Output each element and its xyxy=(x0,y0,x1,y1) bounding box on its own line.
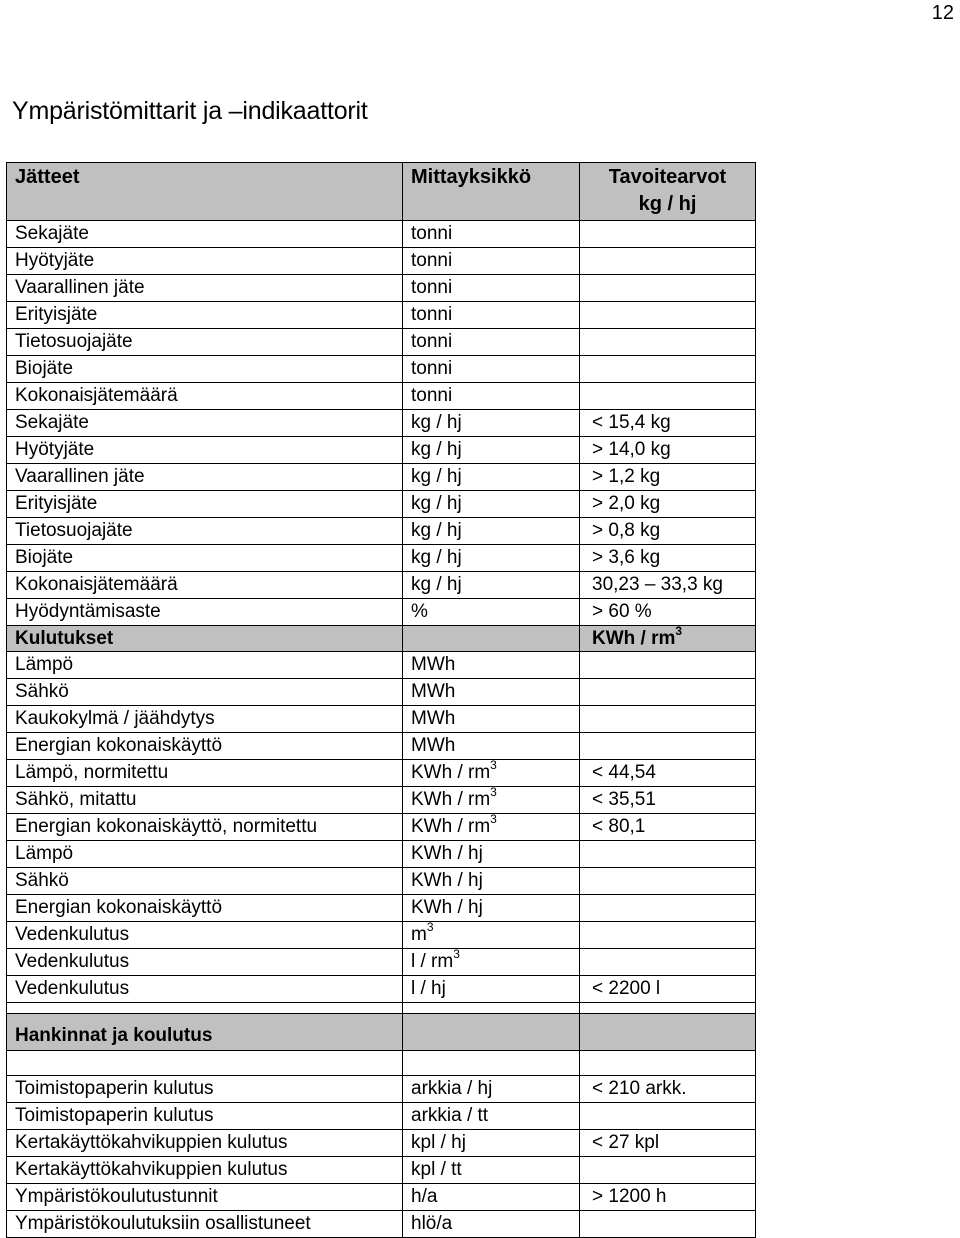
indicator-target: > 1200 h xyxy=(580,1184,756,1211)
indicator-unit: tonni xyxy=(403,356,580,383)
indicator-unit: kg / hj xyxy=(403,572,580,599)
indicator-target: < 210 arkk. xyxy=(580,1076,756,1103)
section-label: Kulutukset xyxy=(7,626,403,652)
table-header-row xyxy=(7,163,756,221)
indicator-name: Tietosuojajäte xyxy=(7,518,403,545)
indicator-target: < 2200 l xyxy=(580,976,756,1003)
indicator-target: > 3,6 kg xyxy=(580,545,756,572)
indicator-target: > 60 % xyxy=(580,599,756,626)
indicator-name: Hyötyjäte xyxy=(7,437,403,464)
table-row xyxy=(7,1211,756,1238)
indicator-unit: arkkia / hj xyxy=(403,1076,580,1103)
indicator-target xyxy=(580,302,756,329)
indicator-target: < 35,51 xyxy=(580,787,756,814)
indicator-target xyxy=(580,275,756,302)
indicator-target xyxy=(580,706,756,733)
table-row xyxy=(7,491,756,518)
indicator-target xyxy=(580,895,756,922)
procurement-header xyxy=(7,1003,756,1076)
procurement-rows xyxy=(7,1076,756,1238)
table-row xyxy=(7,949,756,976)
indicator-name: Kertakäyttökahvikuppien kulutus xyxy=(7,1130,403,1157)
indicator-target: > 14,0 kg xyxy=(580,437,756,464)
consumption-rows xyxy=(7,652,756,1003)
table-row xyxy=(7,760,756,787)
indicator-unit: kg / hj xyxy=(403,518,580,545)
indicator-name: Vedenkulutus xyxy=(7,976,403,1003)
indicator-name: Sähkö xyxy=(7,868,403,895)
indicator-unit: MWh xyxy=(403,706,580,733)
table-row xyxy=(7,976,756,1003)
header-category: Jätteet xyxy=(7,163,403,221)
indicator-name: Energian kokonaiskäyttö xyxy=(7,733,403,760)
table-row xyxy=(7,1157,756,1184)
table-row xyxy=(7,895,756,922)
page-number: 12 xyxy=(931,2,954,24)
section-empty-cell xyxy=(403,1014,580,1051)
indicator-unit: KWh / hj xyxy=(403,895,580,922)
indicator-target xyxy=(580,1103,756,1130)
indicator-target xyxy=(580,356,756,383)
indicator-target: < 15,4 kg xyxy=(580,410,756,437)
table-row xyxy=(7,275,756,302)
indicator-name: Hyötyjäte xyxy=(7,248,403,275)
indicator-unit: l / hj xyxy=(403,976,580,1003)
indicator-name: Tietosuojajäte xyxy=(7,329,403,356)
consumption-section xyxy=(7,626,756,652)
section-label: Hankinnat ja koulutus xyxy=(7,1014,403,1051)
indicator-target xyxy=(580,949,756,976)
table-row xyxy=(7,248,756,275)
indicator-unit: kg / hj xyxy=(403,410,580,437)
page-title: Ympäristömittarit ja –indikaattorit xyxy=(12,97,368,125)
indicator-target xyxy=(580,922,756,949)
indicator-name: Erityisjäte xyxy=(7,491,403,518)
indicator-unit: MWh xyxy=(403,652,580,679)
indicator-name: Kokonaisjätemäärä xyxy=(7,572,403,599)
spacer-row xyxy=(7,1051,756,1076)
indicator-name: Toimistopaperin kulutus xyxy=(7,1076,403,1103)
indicator-name: Energian kokonaiskäyttö xyxy=(7,895,403,922)
indicator-target xyxy=(580,841,756,868)
table-row xyxy=(7,841,756,868)
indicator-unit: KWh / hj xyxy=(403,868,580,895)
indicator-target xyxy=(580,652,756,679)
indicator-name: Biojäte xyxy=(7,356,403,383)
indicator-unit: % xyxy=(403,599,580,626)
indicator-unit: MWh xyxy=(403,679,580,706)
indicator-table xyxy=(6,162,756,1238)
indicator-name: Biojäte xyxy=(7,545,403,572)
indicator-name: Ympäristökoulutustunnit xyxy=(7,1184,403,1211)
indicator-target xyxy=(580,679,756,706)
indicator-target: < 80,1 xyxy=(580,814,756,841)
indicator-unit: arkkia / tt xyxy=(403,1103,580,1130)
indicator-name: Vaarallinen jäte xyxy=(7,464,403,491)
indicator-unit: tonni xyxy=(403,248,580,275)
indicator-unit: KWh / hj xyxy=(403,841,580,868)
indicator-unit: tonni xyxy=(403,221,580,248)
table-row xyxy=(7,679,756,706)
indicator-unit: kg / hj xyxy=(403,464,580,491)
indicator-target xyxy=(580,1211,756,1238)
indicator-name: Sekajäte xyxy=(7,221,403,248)
table-row xyxy=(7,922,756,949)
indicator-target: < 27 kpl xyxy=(580,1130,756,1157)
table-row xyxy=(7,814,756,841)
table-row xyxy=(7,221,756,248)
table-row xyxy=(7,787,756,814)
indicator-unit: tonni xyxy=(403,383,580,410)
indicator-unit: KWh / $rm^3$ xyxy=(403,787,580,814)
indicator-name: Sekajäte xyxy=(7,410,403,437)
table-row xyxy=(7,437,756,464)
table-row xyxy=(7,868,756,895)
indicator-name: Ympäristökoulutuksiin osallistuneet xyxy=(7,1211,403,1238)
indicator-name: Lämpö xyxy=(7,841,403,868)
indicator-unit: tonni xyxy=(403,329,580,356)
indicator-target xyxy=(580,383,756,410)
header-target: Tavoitearvot kg / hj xyxy=(580,163,756,221)
indicator-unit: kg / hj xyxy=(403,491,580,518)
indicator-name: Toimistopaperin kulutus xyxy=(7,1103,403,1130)
table-row xyxy=(7,572,756,599)
indicator-name: Kokonaisjätemäärä xyxy=(7,383,403,410)
waste-section xyxy=(7,221,756,626)
indicator-name: Energian kokonaiskäyttö, normitettu xyxy=(7,814,403,841)
indicator-target xyxy=(580,733,756,760)
indicator-unit: $m^3$ xyxy=(403,922,580,949)
indicator-unit: kpl / tt xyxy=(403,1157,580,1184)
section-unit: KWh / $rm^3$ xyxy=(580,626,756,652)
table-row xyxy=(7,1130,756,1157)
table-row xyxy=(7,329,756,356)
indicator-target: > 1,2 kg xyxy=(580,464,756,491)
table-row xyxy=(7,545,756,572)
section-row-hankinnat xyxy=(7,1014,756,1051)
indicator-target xyxy=(580,868,756,895)
indicator-unit: KWh / $rm^3$ xyxy=(403,760,580,787)
section-empty-cell xyxy=(580,1014,756,1051)
table-row xyxy=(7,1184,756,1211)
indicator-name: Sähkö, mitattu xyxy=(7,787,403,814)
indicator-unit: kpl / hj xyxy=(403,1130,580,1157)
table-row xyxy=(7,410,756,437)
table-row xyxy=(7,652,756,679)
table-row xyxy=(7,302,756,329)
table-row xyxy=(7,706,756,733)
indicator-unit: hlö/a xyxy=(403,1211,580,1238)
indicator-unit: l / $rm^3$ xyxy=(403,949,580,976)
indicator-name: Vedenkulutus xyxy=(7,922,403,949)
indicator-name: Kertakäyttökahvikuppien kulutus xyxy=(7,1157,403,1184)
table-row xyxy=(7,1076,756,1103)
spacer-row xyxy=(7,1003,756,1014)
header-unit: Mittayksikkö xyxy=(403,163,580,221)
table-row xyxy=(7,599,756,626)
indicator-unit: tonni xyxy=(403,275,580,302)
table-row xyxy=(7,464,756,491)
table-row xyxy=(7,733,756,760)
indicator-unit: MWh xyxy=(403,733,580,760)
section-row-kulutukset xyxy=(7,626,756,652)
indicator-name: Lämpö xyxy=(7,652,403,679)
table-row xyxy=(7,383,756,410)
table-row xyxy=(7,356,756,383)
indicator-target xyxy=(580,329,756,356)
indicator-name: Hyödyntämisaste xyxy=(7,599,403,626)
indicator-name: Erityisjäte xyxy=(7,302,403,329)
indicator-target: > 2,0 kg xyxy=(580,491,756,518)
indicator-name: Lämpö, normitettu xyxy=(7,760,403,787)
indicator-name: Vaarallinen jäte xyxy=(7,275,403,302)
table-row xyxy=(7,518,756,545)
indicator-unit: KWh / $rm^3$ xyxy=(403,814,580,841)
indicator-unit: h/a xyxy=(403,1184,580,1211)
indicator-name: Sähkö xyxy=(7,679,403,706)
indicator-name: Vedenkulutus xyxy=(7,949,403,976)
table-row xyxy=(7,1103,756,1130)
section-empty-cell xyxy=(403,626,580,652)
indicator-target: < 44,54 xyxy=(580,760,756,787)
indicator-name: Kaukokylmä / jäähdytys xyxy=(7,706,403,733)
indicator-target xyxy=(580,248,756,275)
indicator-target xyxy=(580,1157,756,1184)
indicator-target: 30,23 – 33,3 kg xyxy=(580,572,756,599)
indicator-unit: tonni xyxy=(403,302,580,329)
indicator-unit: kg / hj xyxy=(403,437,580,464)
indicator-target: > 0,8 kg xyxy=(580,518,756,545)
indicator-unit: kg / hj xyxy=(403,545,580,572)
indicator-target xyxy=(580,221,756,248)
